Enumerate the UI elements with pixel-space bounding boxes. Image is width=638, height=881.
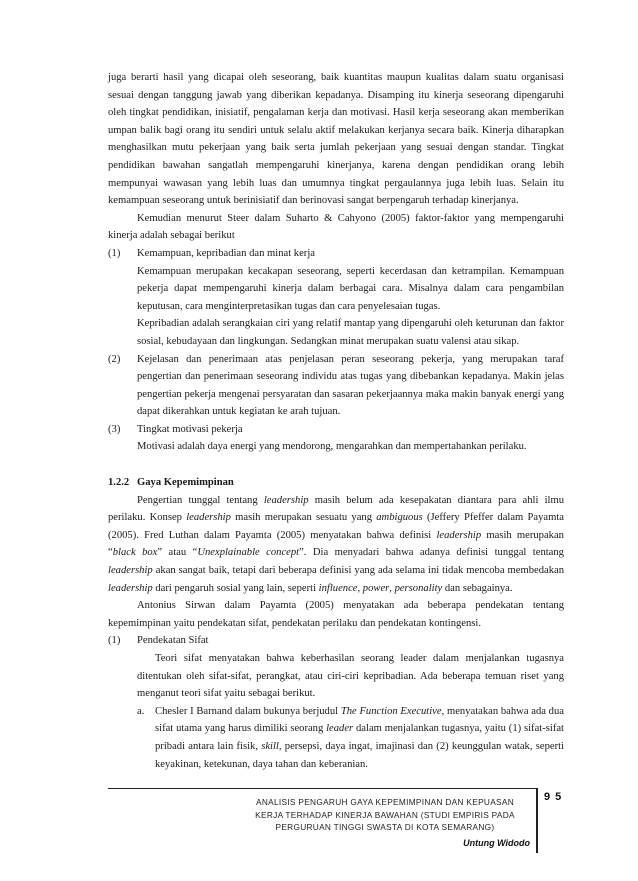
section-heading <box>108 474 564 492</box>
approach-1 <box>108 632 564 773</box>
footer-author: Untung Widodo <box>463 838 530 848</box>
footer-vertical-rule <box>536 788 538 853</box>
factor-text: Kepribadian adalah serangkaian ciri yang relatif mantap yang dipengaruhi oleh keturunan dan faktor sosial, kebudayaan dan lingkungan. Sedangkan minat merupakan suatu valensi atau sikap. <box>137 318 564 347</box>
factor-1 <box>108 245 564 351</box>
factor-number: (2) <box>108 353 121 365</box>
paragraph-4: Antonius Sirwan dalam Payamta (2005) menyatakan ada beberapa pendekatan tentang kepemimpinan yaitu pendekatan sifat, pendekatan perilaku dan pendekatan kontingensi. <box>108 600 564 629</box>
approach-title: Pendekatan Sifat <box>137 635 209 647</box>
factor-title: Tingkat motivasi pekerja <box>137 423 243 435</box>
factor-3 <box>108 421 564 456</box>
factor-number: (1) <box>108 247 121 259</box>
subitem-letter: a. <box>137 705 145 717</box>
footer-line: ANALISIS PENGARUH GAYA KEPEMIMPINAN DAN KEPUASAN <box>256 797 514 807</box>
paragraph-2: Kemudian menurut Steer dalam Suharto & Cahyono (2005) faktor-faktor yang mempengaruhi kinerja adalah sebagai berikut <box>108 212 564 242</box>
factor-text: Motivasi adalah daya energi yang mendorong, mengarahkan dan mempertahankan perilaku. <box>137 441 527 453</box>
factor-number: (3) <box>108 423 121 435</box>
factor-2 <box>108 351 564 421</box>
footer-title <box>240 796 530 834</box>
footer-line: KERJA TERHADAP KINERJA BAWAHAN (STUDI EMPIRIS PADA <box>255 809 515 820</box>
paragraph-1: juga berarti hasil yang dicapai oleh seseorang, baik kuantitas maupun kualitas dalam suatu organisasi sesuai dengan tanggung jawab yang diberikan kepadanya. Disamping itu kinerja seseorang dipengaruhi oleh tingkat pendidikan, inisiatif, pengalaman kerja dan motivasi. Hasil kerja seseorang akan memberikan umpan balik bagi orang itu sendiri untuk selalu aktif melakukan kerjanya secara baik. Kinerja diharapkan menghasilkan mutu pekerjaan yang baik serta jumlah pekerjaan yang sesuai dengan standar. Tingkat pendidikan bawahan sangatlah mempengaruhi kinerjanya, karena dengan pendidikan orang lebih mempunyai wawasan yang lebih luas dan umumnya tingkat pergaulannya juga lebih luas. Selain itu kemampuan seseorang untuk berinisiatif dan berinovasi sangat berpengaruh terhadap kinerjanya. <box>108 72 564 207</box>
paragraph-3: Pengertian tunggal tentang leadership masih belum ada kesepakatan diantara para ahli ilmu perilaku. Konsep leadership masih merupakan sesuatu yang ambiguous (Jeffery Pfeffer dalam Payamta (2005). Fred Luthan dalam Payamta (2005) menyatakan bahwa definisi leadership masih merupakan “black box” atau “Unexplainable concept”. Dia menyadari bahwa adanya definisi tunggal tentang leadership akan sangat baik, tetapi dari beberapa definisi yang ada selama ini tidak mencoba membedakan leadership dari pengaruh sosial yang lain, seperti influence, power, personality dan sebagainya. <box>108 494 565 594</box>
subitem-text: Chesler I Barnand dalam bukunya berjudul The Function Executive, menyatakan bahwa ada dua sifat utama yang harus dimiliki seorang leader dalam menjalankan tugasnya, yaitu (1) sifat-sifat pribadi antara lain fisik, skill, persepsi, daya ingat, imajinasi dan (2) keunggulan watak, seperti keyakinan, ketekunan, daya tahan dan keberanian. <box>155 705 564 770</box>
factor-title: Kemampuan, kepribadian dan minat kerja <box>137 247 315 259</box>
factor-text: Kemampuan merupakan kecakapan seseorang, seperti kecerdasan dan ketrampilan. Kemampuan pekerja dapat mempengaruhi kinerja dalam berbagai cara. Misalnya dalam cara pengambilan keputusan, cara menginterpretasikan tugas dan cara penyelesaian tugas. <box>137 265 564 312</box>
approach-number: (1) <box>108 635 121 647</box>
approach-subitem-a <box>137 703 564 773</box>
approach-text: Teori sifat menyatakan bahwa keberhasilan seorang leader dalam menjalankan tugasnya ditentukan oleh sifat-sifat, perangkat, atau ciri-ciri kepribadian. Ada beberapa temuan riset yang menganut teori sifat yaitu sebagai berikut. <box>137 653 564 700</box>
page-number: 9 5 <box>544 791 563 803</box>
footer-line: PERGURUAN TINGGI SWASTA DI KOTA SEMARANG) <box>275 822 495 832</box>
section-title: Gaya Kepemimpinan <box>137 477 234 489</box>
section-number: 1.2.2 <box>108 477 130 489</box>
footer-divider <box>108 788 536 789</box>
factor-title: Kejelasan dan penerimaan atas penjelasan peran seseorang pekerja, yang merupakan taraf pengertian dan penerimaan seseorang individu atas tugas yang dibebankan kepadanya. Makin jelas pengertian pekerja mengenai persyaratan dan sasaran pekerjaannya maka makin banyak energi yang dapat dikerahkan untuk kegiatan ke arah tujuan. <box>137 353 564 418</box>
body-text <box>108 69 564 773</box>
